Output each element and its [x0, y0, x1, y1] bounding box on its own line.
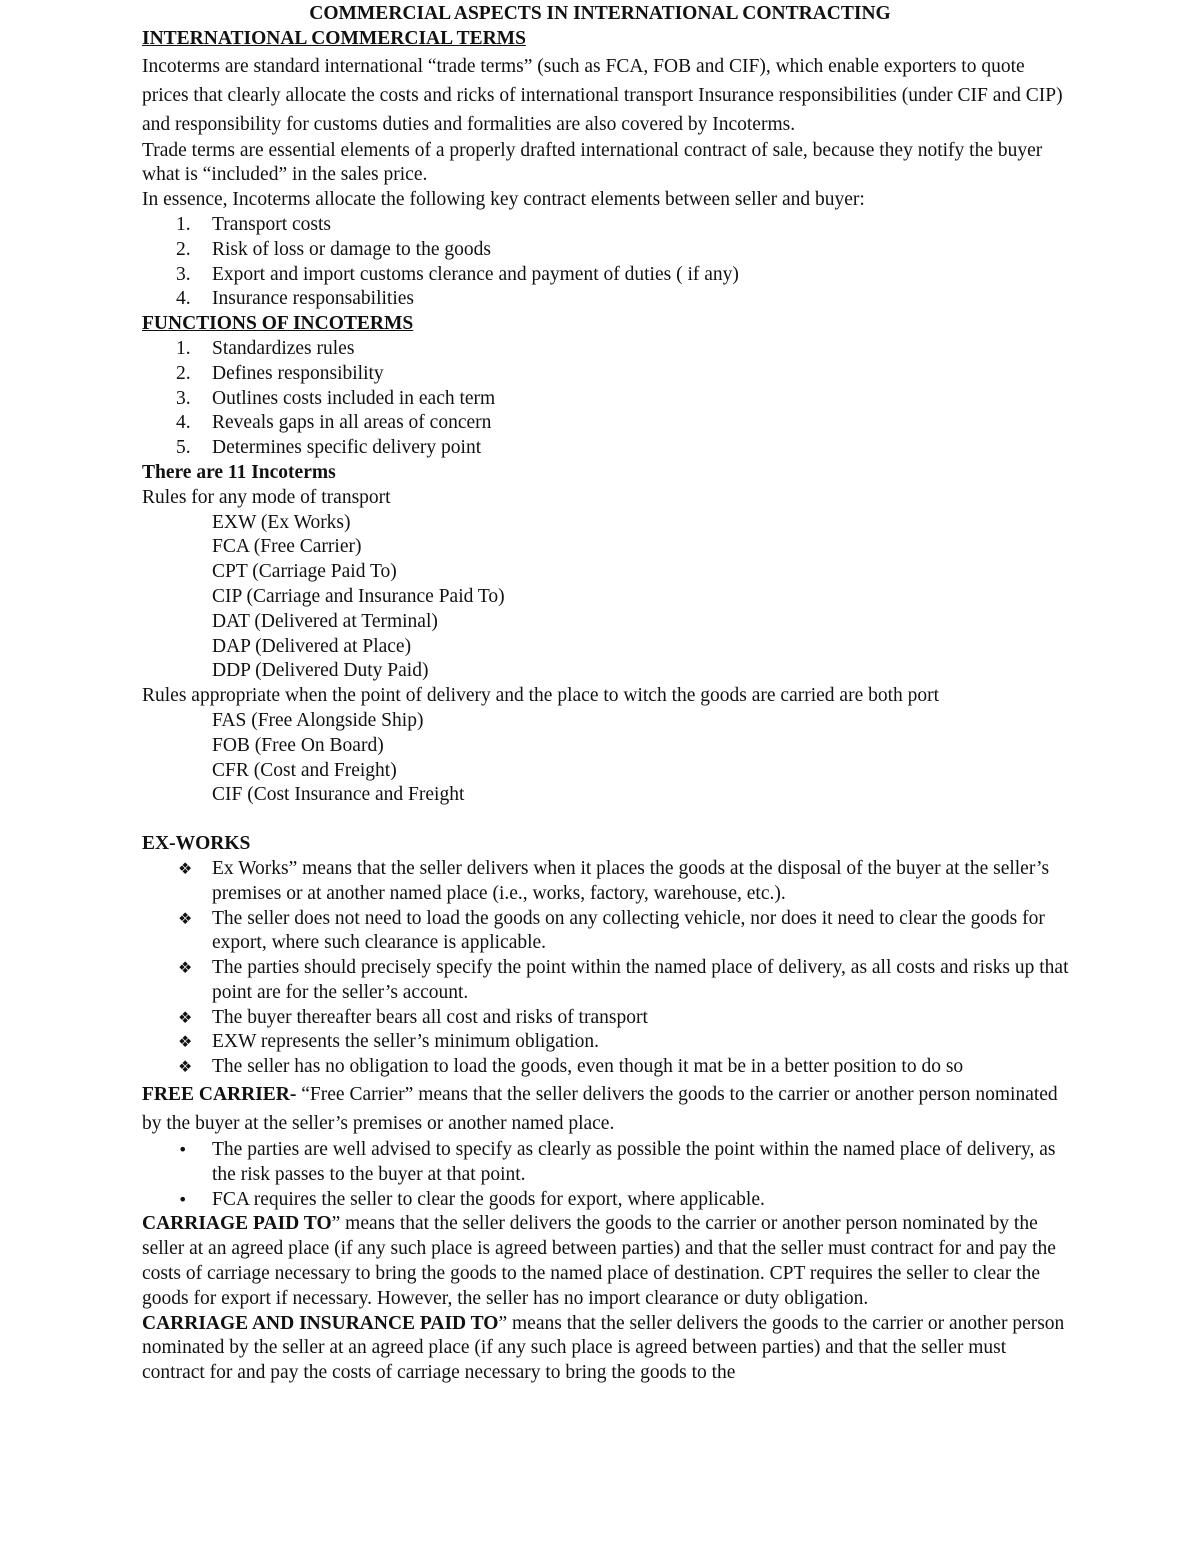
- list-item: 3. Outlines costs included in each term: [176, 387, 496, 409]
- paragraph-in-essence: In essence, Incoterms allocate the following key contract elements between seller and buyer:: [142, 189, 865, 211]
- list-item: 4. Reveals gaps in all areas of concern: [176, 412, 492, 434]
- incoterm-item: FOB (Free On Board): [212, 734, 384, 756]
- dot-bullet-icon: •: [178, 1189, 188, 1209]
- rules-any-mode-label: Rules for any mode of transport: [142, 486, 391, 508]
- list-item: 1. Transport costs: [176, 213, 331, 235]
- incoterm-item: FCA (Free Carrier): [212, 536, 362, 558]
- carriage-paid-to-lead: CARRIAGE PAID TO: [142, 1213, 332, 1235]
- list-item: ❖ The buyer thereafter bears all cost and risks of transport: [142, 1006, 1072, 1031]
- functions-list: [142, 337, 1072, 461]
- list-item: 4. Insurance responsabilities: [176, 288, 414, 310]
- incoterm-item: DDP (Delivered Duty Paid): [212, 660, 429, 682]
- paragraph-carriage-insurance-paid-to: CARRIAGE AND INSURANCE PAID TO” means that the seller delivers the goods to the carrier or another person nominated by the seller at an agreed place (if any such place is agreed between parties) and that the seller must contract for and pay the costs of carriage necessary to bring the goods to the: [142, 1312, 1065, 1384]
- diamond-bullet-icon: ❖: [178, 908, 193, 928]
- list-item: ❖ The parties should precisely specify the point within the named place of delivery, as all costs and risks up that point are for the seller’s account.: [178, 957, 1069, 1003]
- incoterm-item: CIF (Cost Insurance and Freight: [212, 784, 465, 806]
- paragraph-incoterms-intro: Incoterms are standard international “trade terms” (such as FCA, FOB and CIF), which enable exporters to quote prices that clearly allocate the costs and ricks of international transport Insurance responsibilities (under CIF and CIP) and responsibility for customs duties and formalities are also covered by Incoterms.: [142, 55, 1063, 135]
- paragraph-carriage-paid-to: CARRIAGE PAID TO” means that the seller delivers the goods to the carrier or another person nominated by the seller at an agreed place (if any such place is agreed between parties) and that the seller must contract for and pay the costs of carriage necessary to bring the goods to the named place of destination. CPT requires the seller to clear the goods for export if necessary. However, the seller has no import clearance or duty obligation.: [142, 1213, 1056, 1309]
- key-elements-list: [142, 213, 1072, 312]
- diamond-bullet-icon: ❖: [178, 858, 193, 878]
- incoterm-item: FAS (Free Alongside Ship): [212, 709, 424, 731]
- free-carrier-bullets: [142, 1138, 1072, 1212]
- list-item: 2. Risk of loss or damage to the goods: [176, 238, 491, 260]
- paragraph-trade-terms: Trade terms are essential elements of a properly drafted international contract of sale, because they notify the buyer what is “included” in the sales price.: [142, 139, 1043, 186]
- paragraph-free-carrier: FREE CARRIER- “Free Carrier” means that the seller delivers the goods to the carrier or another person nominated by the buyer at the seller’s premises or another named place.: [142, 1084, 1058, 1135]
- diamond-bullet-icon: ❖: [178, 1007, 193, 1027]
- free-carrier-lead: FREE CARRIER-: [142, 1084, 297, 1106]
- rules-any-mode-list: [142, 511, 1072, 685]
- incoterm-item: EXW (Ex Works): [212, 511, 351, 533]
- list-item: 3. Export and import customs clerance and payment of duties ( if any): [176, 263, 739, 285]
- list-item: ❖ The seller has no obligation to load the goods, even though it mat be in a better position to do so: [142, 1055, 1072, 1080]
- heading-functions-of-incoterms: FUNCTIONS OF INCOTERMS: [142, 313, 414, 335]
- incoterm-item: CPT (Carriage Paid To): [212, 561, 397, 583]
- dot-bullet-icon: •: [178, 1140, 188, 1160]
- incoterm-item: CFR (Cost and Freight): [212, 759, 397, 781]
- list-item: • FCA requires the seller to clear the goods for export, where applicable.: [142, 1188, 1072, 1213]
- ex-works-bullets: [142, 857, 1072, 1080]
- diamond-bullet-icon: ❖: [178, 958, 193, 978]
- rules-port-label: Rules appropriate when the point of delivery and the place to witch the goods are carried are both port: [142, 685, 940, 707]
- list-item: 2. Defines responsibility: [176, 362, 384, 384]
- heading-ex-works: EX-WORKS: [142, 833, 251, 855]
- heading-eleven-incoterms: There are 11 Incoterms: [142, 461, 336, 483]
- diamond-bullet-icon: ❖: [178, 1057, 193, 1077]
- document-page: [142, 0, 1072, 1386]
- rules-port-list: [142, 709, 1072, 808]
- document-title: COMMERCIAL ASPECTS IN INTERNATIONAL CONTRACTING: [309, 3, 891, 24]
- list-item: ❖ Ex Works” means that the seller delivers when it places the goods at the disposal of the buyer at the seller’s premises or at another named place (i.e., works, factory, warehouse, etc.).: [178, 857, 1050, 904]
- incoterm-item: CIP (Carriage and Insurance Paid To): [212, 585, 505, 607]
- diamond-bullet-icon: ❖: [178, 1032, 193, 1052]
- list-item: ❖ The seller does not need to load the goods on any collecting vehicle, nor does it need to clear the goods for export, where such clearance is applicable.: [178, 907, 1045, 954]
- heading-international-commercial-terms: INTERNATIONAL COMMERCIAL TERMS: [142, 27, 526, 49]
- list-item: • The parties are well advised to specify as clearly as possible the point within the named place of delivery, as the risk passes to the buyer at that point.: [178, 1139, 1056, 1185]
- incoterm-item: DAP (Delivered at Place): [212, 635, 412, 657]
- blank-line: [142, 808, 1072, 832]
- list-item: 1. Standardizes rules: [176, 337, 355, 359]
- list-item: ❖ EXW represents the seller’s minimum obligation.: [142, 1030, 1072, 1055]
- list-item: 5. Determines specific delivery point: [176, 437, 482, 459]
- carriage-insurance-paid-to-lead: CARRIAGE AND INSURANCE PAID TO: [142, 1312, 499, 1334]
- incoterm-item: DAT (Delivered at Terminal): [212, 610, 438, 632]
